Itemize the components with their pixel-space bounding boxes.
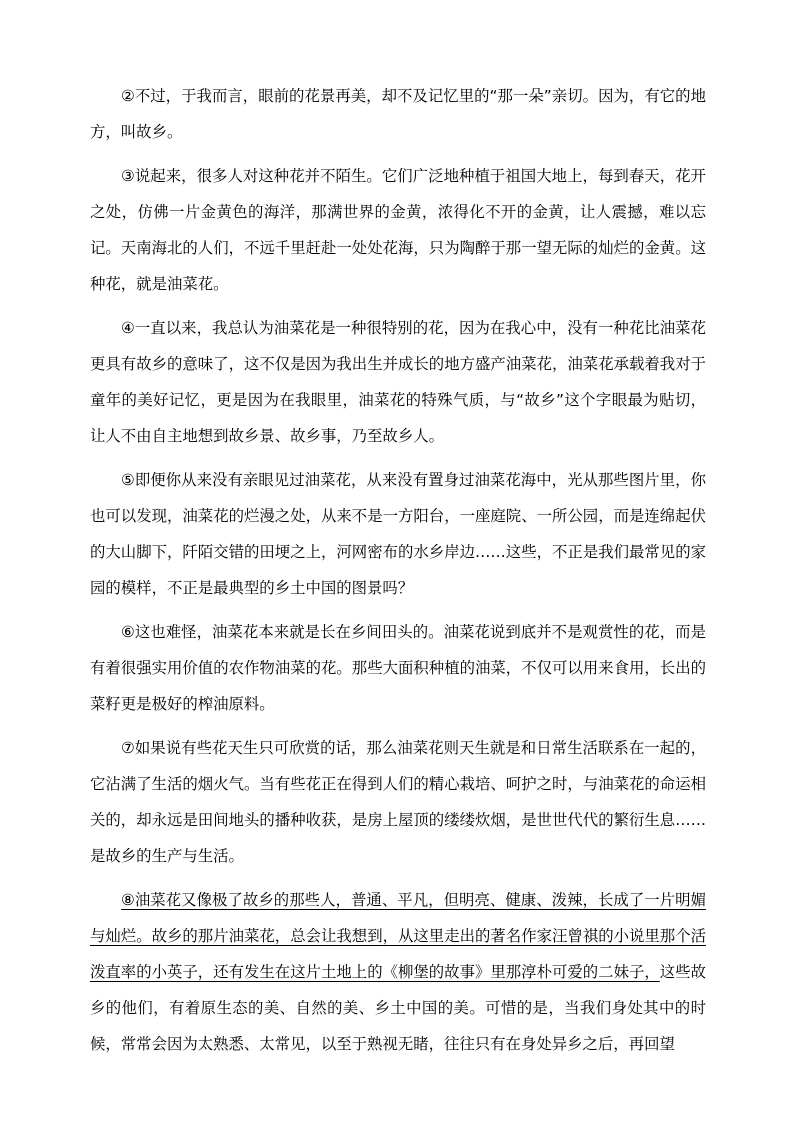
paragraph-8-underlined-text: ⑧油菜花又像极了故乡的那些人，普通、平凡，但明亮、健康、泼辣，长成了一片明媚与灿烂。故乡的那片油菜花，总会让我想到，从这里走出的著名作家汪曾祺的小说里那个活泼直率的小英子，还有发生在这片土地上的《柳堡的故事》里那淳朴可爱的二妹子， bbox=[90, 891, 706, 981]
paragraph-5-text: ⑤即便你从来没有亲眼见过油菜花，从来没有置身过油菜花海中，光从那些图片里，你也可以发现，油菜花的烂漫之处，从来不是一方阳台，一座庭院、一所公园，而是连绵起伏的大山脚下，阡陌交错的田埂之上，河网密布的水乡岸边……这些，不正是我们最常见的家园的模样，不正是最典型的乡土中国的图景吗？ bbox=[90, 471, 706, 597]
paragraph-7-text: ⑦如果说有些花天生只可欣赏的话，那么油菜花则天生就是和日常生活联系在一起的，它沾满了生活的烟火气。当有些花正在得到人们的精心栽培、呵护之时，与油菜花的命运相关的，却永远是田间地头的播种收获，是房上屋顶的缕缕炊烟，是世世代代的繁衍生息……是故乡的生产与生活。 bbox=[90, 739, 706, 865]
paragraph-4 bbox=[90, 310, 706, 454]
paragraph-8-text: 这些故乡的他们，有着原生态的美、自然的美、乡土中国的美。可惜的是，当我们身处其中的时候，常常会因为太熟悉、太常见，以至于熟视无睹，往往只有在身处异乡之后，再回望 bbox=[90, 963, 706, 1053]
paragraph-2-text: ②不过，于我而言，眼前的花景再美，却不及记忆里的“那一朵”亲切。因为，有它的地方，叫故乡。 bbox=[90, 87, 706, 141]
paragraph-3 bbox=[90, 158, 706, 302]
paragraph-3-text: ③说起来，很多人对这种花并不陌生。它们广泛地种植于祖国大地上，每到春天，花开之处，仿佛一片金黄色的海洋，那满世界的金黄，浓得化不开的金黄，让人震撼，难以忘记。天南海北的人们，不远千里赶赴一处处花海，只为陶醉于那一望无际的灿烂的金黄。这种花，就是油菜花。 bbox=[90, 167, 706, 293]
paragraph-5 bbox=[90, 462, 706, 606]
paragraph-7 bbox=[90, 730, 706, 874]
paragraph-8 bbox=[90, 882, 706, 1062]
paragraph-6 bbox=[90, 614, 706, 722]
document-body bbox=[90, 78, 706, 1070]
paragraph-6-text: ⑥这也难怪，油菜花本来就是长在乡间田头的。油菜花说到底并不是观赏性的花，而是有着很强实用价值的农作物油菜的花。那些大面积种植的油菜，不仅可以用来食用，长出的菜籽更是极好的榨油原料。 bbox=[90, 623, 706, 713]
paragraph-4-text: ④一直以来，我总认为油菜花是一种很特别的花，因为在我心中，没有一种花比油菜花更具有故乡的意味了，这不仅是因为我出生并成长的地方盛产油菜花，油菜花承载着我对于童年的美好记忆，更是因为在我眼里，油菜花的特殊气质，与“故乡”这个字眼最为贴切，让人不由自主地想到故乡景、故乡事，乃至故乡人。 bbox=[90, 319, 706, 445]
paragraph-2 bbox=[90, 78, 706, 150]
